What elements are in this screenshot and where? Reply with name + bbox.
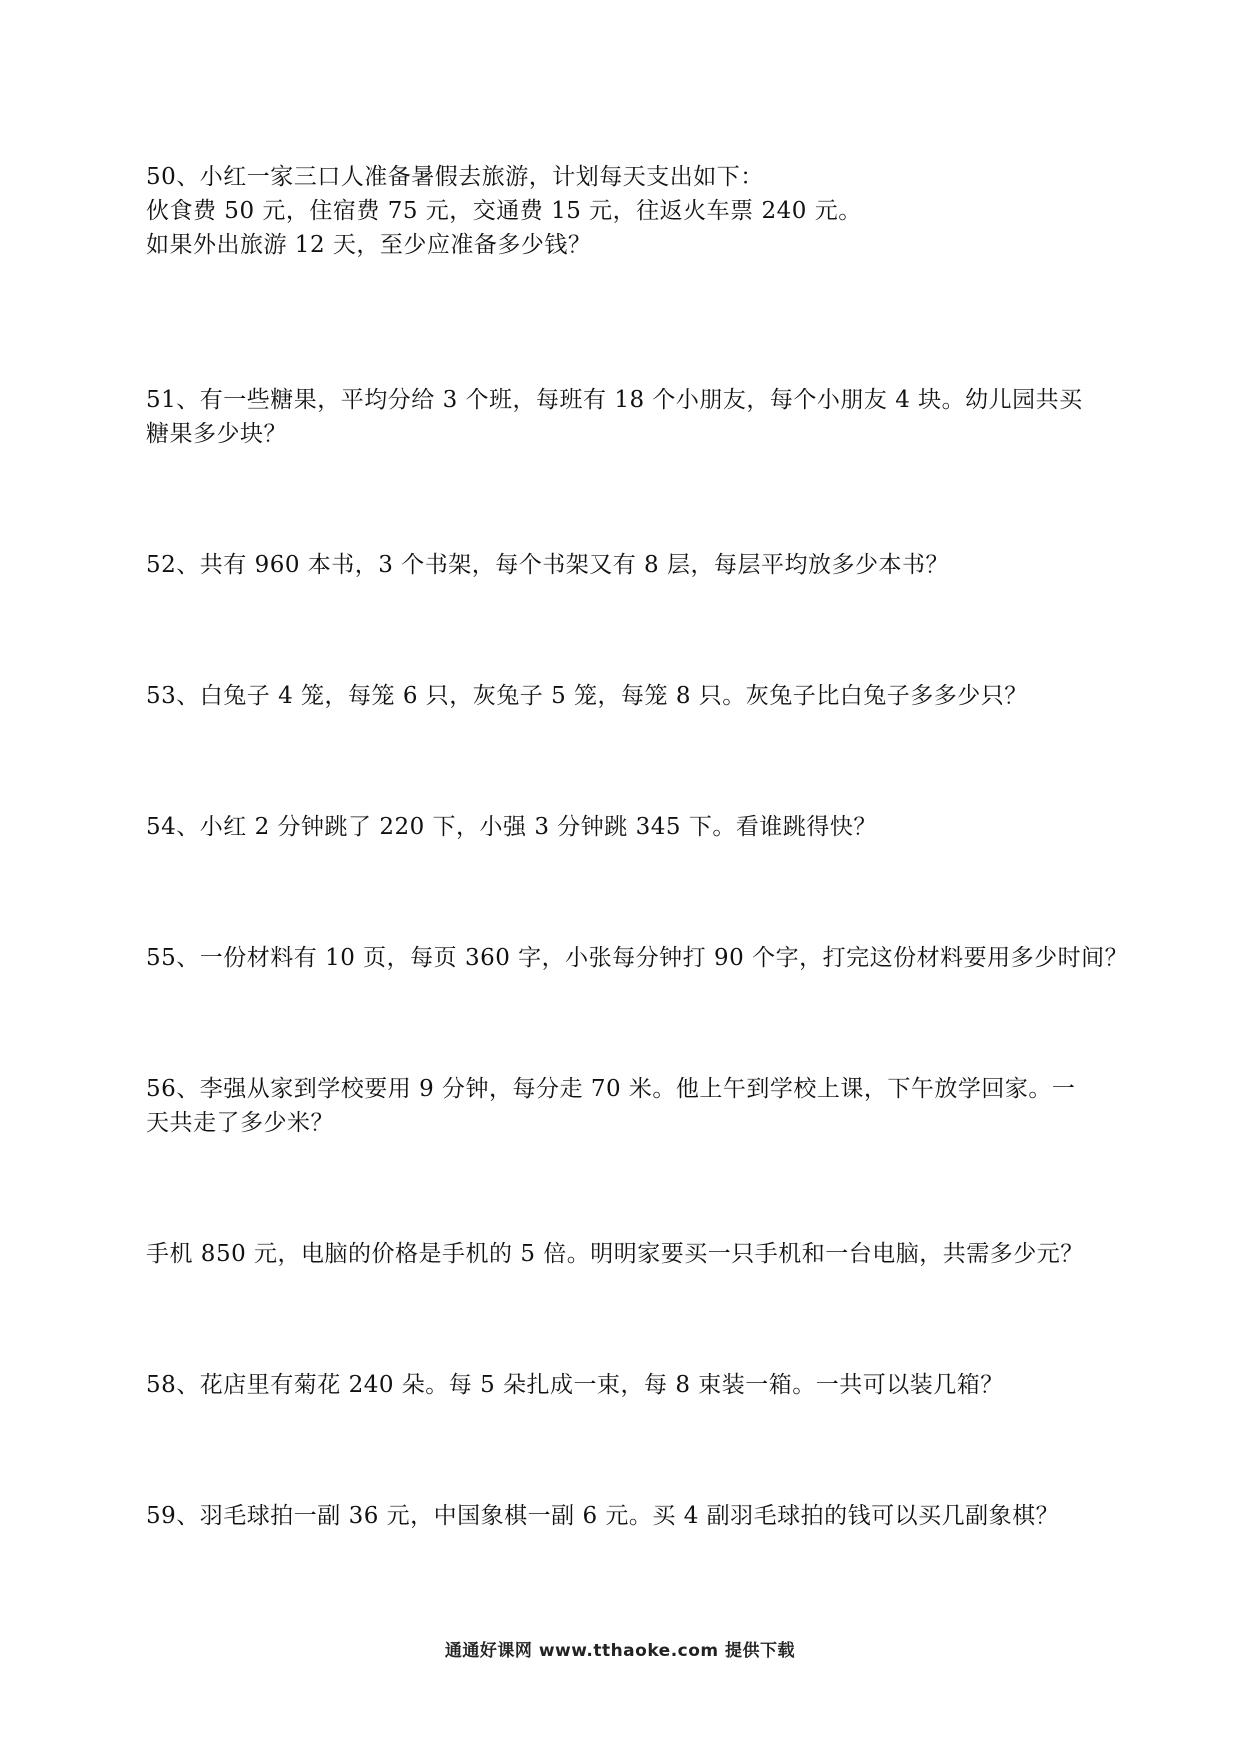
problem-54 (146, 810, 1116, 844)
problem-line: 51、有一些糖果，平均分给 3 个班，每班有 18 个小朋友，每个小朋友 4 块。幼儿园共买 (146, 387, 1083, 413)
problem-line: 55、一份材料有 10 页，每页 360 字，小张每分钟打 90 个字，打完这份材料要用多少时间？ (146, 945, 1129, 971)
problem-59 (146, 1499, 1116, 1533)
problem-51 (146, 383, 1116, 451)
problem-line: 59、羽毛球拍一副 36 元，中国象棋一副 6 元。买 4 副羽毛球拍的钱可以买几副象棋？ (146, 1503, 1060, 1529)
problem-line: 天共走了多少米？ (146, 1110, 334, 1136)
problem-line: 52、共有 960 本书，3 个书架，每个书架又有 8 层，每层平均放多少本书？ (146, 552, 949, 578)
problem-line: 54、小红 2 分钟跳了 220 下，小强 3 分钟跳 345 下。看谁跳得快？ (146, 814, 877, 840)
problem-50 (146, 160, 1116, 262)
page-footer: 通通好课网 www.tthaoke.com 提供下载 (444, 1641, 796, 1661)
problem-line: 53、白兔子 4 笼，每笼 6 只，灰兔子 5 笼，每笼 8 只。灰兔子比白兔子多多少只？ (146, 683, 1028, 709)
problem-58 (146, 1368, 1116, 1402)
problem-52 (146, 548, 1116, 582)
problem-line: 手机 850 元，电脑的价格是手机的 5 倍。明明家要买一只手机和一台电脑，共需多少元？ (146, 1241, 1084, 1267)
problem-57 (146, 1237, 1116, 1271)
problem-line: 伙食费 50 元，住宿费 75 元，交通费 15 元，往返火车票 240 元。 (146, 198, 862, 224)
problem-line: 糖果多少块？ (146, 421, 287, 447)
problem-56 (146, 1072, 1116, 1140)
problem-55 (146, 941, 1129, 975)
problem-53 (146, 679, 1116, 713)
problem-line: 50、小红一家三口人准备暑假去旅游，计划每天支出如下： (146, 164, 764, 190)
problem-line: 56、李强从家到学校要用 9 分钟，每分走 70 米。他上午到学校上课，下午放学回家。一 (146, 1076, 1076, 1102)
problem-line: 如果外出旅游 12 天，至少应准备多少钱？ (146, 232, 592, 258)
problem-line: 58、花店里有菊花 240 朵。每 5 朵扎成一束，每 8 束装一箱。一共可以装几箱？ (146, 1372, 1004, 1398)
